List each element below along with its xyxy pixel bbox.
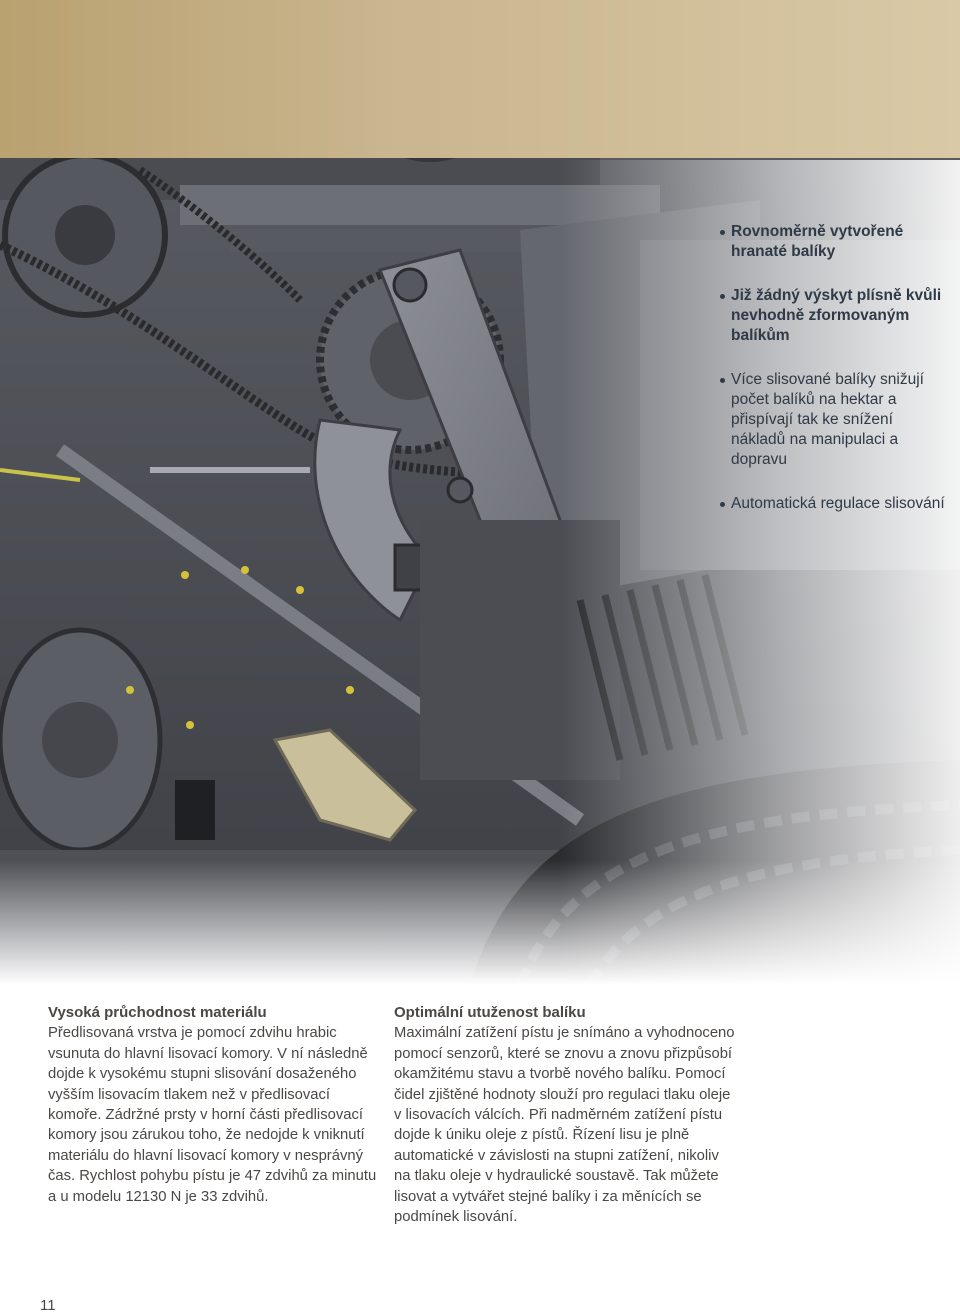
bullet-item: Již žádný výskyt plísně kvůli nevhodně zformovaným balíkům xyxy=(718,286,948,346)
bullet-item: Rovnoměrně vytvořené hranaté balíky xyxy=(718,222,948,262)
page-number: 11 xyxy=(40,1297,56,1314)
bullet-item: Automatická regulace slisování xyxy=(718,494,948,514)
bullet-item: Více slisované balíky snižují počet balíků na hektar a přispívají tak ke snížení nákladů na manipulaci a dopravu xyxy=(718,370,948,470)
photo-top-band xyxy=(0,0,960,158)
feature-bullet-list xyxy=(718,222,948,538)
left-heading: Vysoká průchodnost materiálu xyxy=(48,1004,267,1021)
right-heading: Optimální utuženost balíku xyxy=(394,1004,586,1021)
right-text-column xyxy=(394,1003,739,1227)
left-body: Předlisovaná vrstva je pomocí zdvihu hrabic vsunuta do hlavní lisovací komory. V ní následně dojde k vysokému stupni slisování dosaženého vyšším lisovacím tlakem než v předlisovací komoře. Zádržné prsty v horní části předlisovací komory jsou zárukou toho, že nedojde k vniknutí materiálu do hlavní lisovací komory v nesprávný čas. Rychlost pohybu pístu je 47 zdvihů za minutu a u modelu 12130 N je 33 zdvihů. xyxy=(48,1025,377,1205)
left-text-column xyxy=(48,1003,383,1207)
right-body: Maximální zatížení pístu je snímáno a vyhodnoceno pomocí senzorů, které se znovu a znovu přizpůsobí okamžitému stavu a tvorbě nového balíku. Pomocí čidel zjištěné hodnoty slouží pro regulaci tlaku oleje v lisovacích válcích. Při nadměrném zatížení pístu dojde k úniku oleje z pístů. Řízení lisu je plně automatické v závislosti na stupni zatížení, nikoliv na tlaku oleje v hydraulické soustavě. Tak můžete lisovat a vytvářet stejné balíky i za měnících se podmínek lisování. xyxy=(394,1025,735,1226)
